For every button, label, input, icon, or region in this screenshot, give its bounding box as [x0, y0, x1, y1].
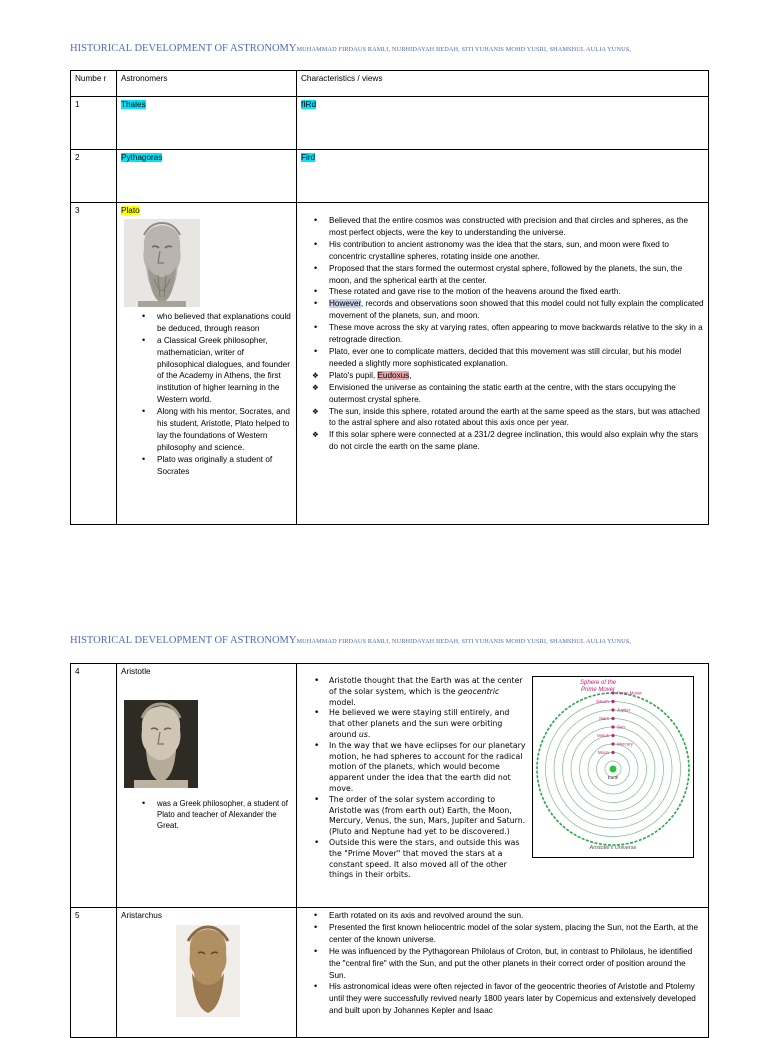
- aristotle-views-cell: [297, 664, 709, 908]
- document-authors: MUHAMMAD FIRDAUS RAMLI, NURHIDAYAH BEDAH, SITI YUHANIS MOHD YUSRI, SHAMSHUL AULIA YUNUS,: [296, 46, 632, 53]
- document-authors-2: MUHAMMAD FIRDAUS RAMLI, NURHIDAYAH BEDAH, SITI YUHANIS MOHD YUSRI, SHAMSHUL AULIA YUNUS,: [296, 638, 632, 645]
- orbit-label: Sun: [617, 724, 625, 730]
- column-header-number: Numbe r: [71, 71, 117, 97]
- astronomer-cell-plato: [117, 203, 297, 525]
- astronomer-cell-aristotle: [117, 664, 297, 908]
- earth-label: Earth: [607, 775, 619, 780]
- name-thales: Thales: [121, 100, 146, 109]
- orbit-label: Venus: [596, 733, 609, 738]
- list-item: • His contribution to ancient astronomy was the idea that the stars, sun, and moon were fixed to concentric crystalline spheres, rotating inside one another.: [309, 239, 704, 263]
- orbit-label: Prime Mover: [617, 690, 642, 696]
- list-item: • In the way that we have eclipses for our planetary motion, he had spheres to account for the radical motion of the planets, which would become apparent under the idea that the earth did not move.: [309, 741, 702, 795]
- list-item: ❖ Envisioned the universe as containing the static earth at the centre, with the stars occupying the outermost crystal sphere.: [309, 382, 704, 406]
- list-item: • The order of the solar system according to Aristotle was (from earth out) Earth, the Moon, Mercury, Venus, the sun, Mars, Jupiter and Saturn. (Pluto and Neptune had yet to be discovered.): [309, 795, 702, 838]
- aristarchus-bust-image: [176, 925, 240, 1017]
- orbit-label: Mars: [599, 716, 609, 721]
- table-header-row: [71, 71, 709, 97]
- list-item: • Plato was originally a student of Socrates: [137, 454, 292, 478]
- view-cell: [297, 97, 709, 150]
- list-item: • However, records and observations soon showed that this model could not fully explain the complicated movement of the planets, sun, and moon.: [309, 298, 704, 322]
- list-item: • a Classical Greek philosopher, mathematician, writer of philosophical dialogues, and founder of the Academy in Athens, the first institution of higher learning in the Western world.: [137, 335, 292, 406]
- list-item: • Aristotle thought that the Earth was at the center of the solar system, which is the geocentric model.: [309, 676, 702, 708]
- list-item: • Outside this were the stars, and outside this was the "Prime Mover" that moved the stars at a constant speed. It also moved all of the other things in their orbits.: [309, 838, 702, 881]
- list-item: ❖ The sun, inside this sphere, rotated around the earth at the same speed as the stars, but was attached to the astral sphere and also rotated about this axis once per year.: [309, 406, 704, 430]
- row-number: 1: [71, 97, 117, 150]
- list-item: • His astronomical ideas were often rejected in favor of the geocentric theories of Aristotle and Ptolemy until they were successfully revived nearly 1800 years later by Copernicus and extensively developed and built upon by Johannes Kepler and Isaac: [309, 981, 704, 1017]
- table-row: [71, 664, 709, 908]
- diagram-caption: Aristotle's Universe: [589, 845, 637, 852]
- list-item: • was a Greek philosopher, a student of Plato and teacher of Alexander the Great.: [137, 798, 292, 831]
- list-item: • He believed we were staying still entirely, and that other planets and the sun were orbiting around us.: [309, 708, 702, 740]
- column-header-views: Characteristics / views: [297, 71, 709, 97]
- list-item: • These move across the sky at varying rates, often appearing to move backwards relative to the sky in a retrograde direction.: [309, 322, 704, 346]
- plato-views-cell: [297, 203, 709, 525]
- diagram-title: Sphere of the Prime Mover: [579, 680, 617, 693]
- view-cell: [297, 150, 709, 203]
- row-number: 2: [71, 150, 117, 203]
- list-item: • Presented the first known heliocentric model of the solar system, placing the Sun, not the Earth, at the center of the known universe.: [309, 922, 704, 946]
- row-number: 3: [71, 203, 117, 525]
- aristotle-views-list: [309, 676, 702, 881]
- document-title-2: HISTORICAL DEVELOPMENT OF ASTRONOMY: [70, 635, 297, 646]
- orbit-label: Jupiter: [617, 707, 631, 713]
- aristarchus-views-cell: [297, 908, 709, 1038]
- name-eudoxus: Eudoxus: [377, 370, 410, 380]
- list-item: ❖ If this solar sphere were connected at a 231/2 degree inclination, this would also explain why the stars do not circle the earth on the same plane.: [309, 429, 704, 453]
- column-header-astronomers: Astronomers: [117, 71, 297, 97]
- list-item: • Earth rotated on its axis and revolved around the sun.: [309, 910, 704, 922]
- orbit-label: Mercury: [617, 741, 633, 747]
- astronomer-cell-aristarchus: [117, 908, 297, 1038]
- view-thales: fIRd: [301, 100, 317, 109]
- table-row: [71, 97, 709, 150]
- list-item: ❖ Plato's pupil, Eudoxus,: [309, 370, 704, 382]
- table-row: [71, 203, 709, 525]
- view-pythagoras: Fird: [301, 153, 316, 162]
- plato-views-list: [309, 215, 704, 453]
- astronomers-table-2: [70, 663, 709, 1038]
- list-item: • Plato, ever one to complicate matters, decided that this movement was still circular, but his model needed a slightly more sophisticated explanation.: [309, 346, 704, 370]
- orbit-label: Moon: [598, 750, 609, 755]
- astronomers-table-1: [70, 70, 709, 525]
- list-item: • Along with his mentor, Socrates, and his student, Aristotle, Plato helped to lay the foundations of Western philosophy and science.: [137, 406, 292, 454]
- aristarchus-views-list: [309, 910, 704, 1017]
- aristotle-bio-list: [121, 798, 292, 831]
- row-number: 4: [71, 664, 117, 908]
- astronomer-name: [117, 150, 297, 203]
- name-aristarchus: Aristarchus: [121, 911, 162, 920]
- table-row: [71, 908, 709, 1038]
- name-aristotle: Aristotle: [121, 667, 151, 676]
- list-item: • These rotated and gave rise to the motion of the heavens around the fixed earth.: [309, 286, 704, 298]
- list-item: • Believed that the entire cosmos was constructed with precision and that circles and spheres, as the most perfect objects, were the key to understanding the universe.: [309, 215, 704, 239]
- table-row: [71, 150, 709, 203]
- page-header-2: [70, 630, 631, 648]
- name-pythagoras: Pythagoras: [121, 153, 163, 162]
- list-item: • who believed that explanations could be deduced, through reason: [137, 311, 292, 335]
- row-number: 5: [71, 908, 117, 1038]
- name-plato: Plato: [121, 206, 140, 215]
- orbit-label: Saturn: [596, 699, 609, 704]
- list-item: • He was influenced by the Pythagorean Philolaus of Croton, but, in contrast to Philolaus, he identified the "central fire" with the Sun, and put the other planets in their correct order of position around the Sun.: [309, 946, 704, 982]
- list-item: • Proposed that the stars formed the outermost crystal sphere, followed by the planets, the sun, the moon, and the spherical earth at the center.: [309, 263, 704, 287]
- plato-bust-image: [124, 219, 200, 307]
- aristotle-bust-image: [124, 700, 198, 788]
- page-header: [70, 38, 631, 56]
- document-title: HISTORICAL DEVELOPMENT OF ASTRONOMY: [70, 43, 297, 54]
- plato-bio-list: [121, 311, 292, 478]
- astronomer-name: [117, 97, 297, 150]
- however-highlight: However: [329, 299, 361, 309]
